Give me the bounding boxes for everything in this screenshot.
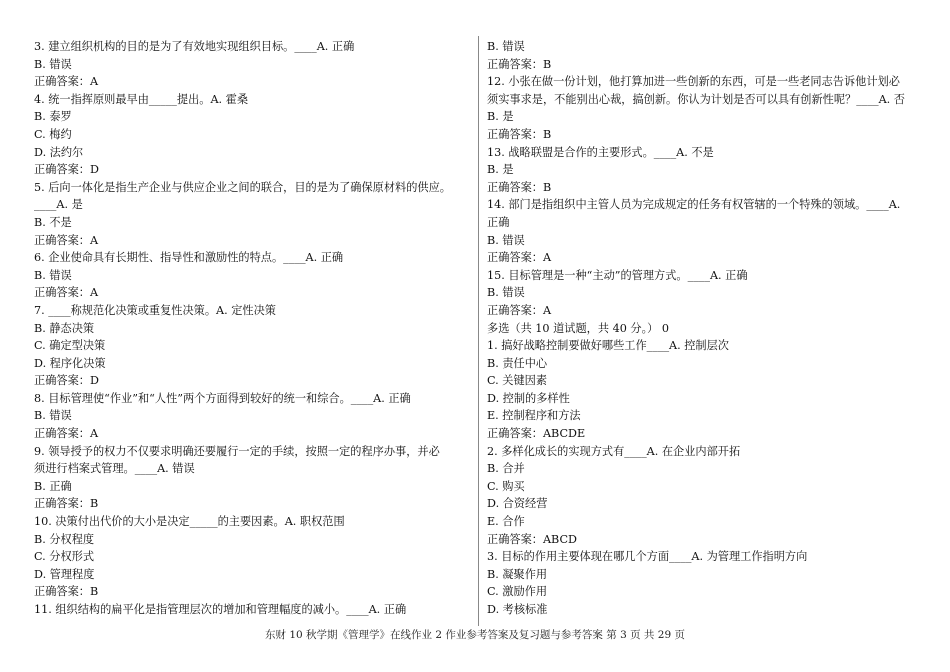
right-column-line: D. 控制的多样性: [487, 391, 570, 405]
left-column-line: 正确答案：D: [34, 163, 99, 177]
right-column-line: C. 购买: [487, 479, 525, 493]
left-column-line: 7. ____称规范化决策或重复性决策。A. 定性决策: [34, 303, 276, 317]
left-column-line: B. 错误: [34, 57, 72, 71]
left-column-line: 11. 组织结构的扁平化是指管理层次的增加和管理幅度的减小。____A. 正确: [34, 603, 407, 616]
right-column: [487, 38, 923, 619]
left-column-line: B. 不是: [34, 215, 72, 229]
right-column-line: 1. 搞好战略控制要做好哪些工作____A. 控制层次: [487, 339, 729, 353]
right-column-line: 2. 多样化成长的实现方式有____A. 在企业内部开拓: [487, 444, 741, 458]
right-column-line: B. 错误: [487, 233, 525, 247]
right-column-line: 正确答案：ABCD: [487, 532, 577, 546]
left-column-line: 正确答案：A: [34, 286, 99, 300]
left-column-line: C. 分权形式: [34, 550, 95, 564]
right-column-line: C. 激励作用: [487, 585, 548, 599]
left-column-line: B. 静态决策: [34, 321, 95, 335]
right-column-line: 正确答案：A: [487, 303, 552, 317]
right-column-line: 3. 目标的作用主要体现在哪几个方面____A. 为管理工作指明方向: [487, 550, 808, 564]
left-column-line: C. 确定型决策: [34, 339, 106, 353]
left-column-line: B. 错误: [34, 409, 72, 423]
right-column-line: B. 是: [487, 110, 514, 124]
right-column-line: 13. 战略联盟是合作的主要形式。____A. 不是: [487, 145, 714, 159]
page-footer: 东财 10 秋学期《管理学》在线作业 2 作业参考答案及复习题与参考答案 第 3 页 共 29 页: [265, 629, 685, 641]
right-column-line: 12. 小张在做一份计划，他打算加进一些创新的东西，可是一些老同志告诉他计划必: [487, 75, 900, 89]
left-column-line: 正确答案：B: [34, 497, 99, 511]
left-column-line: 正确答案：A: [34, 427, 99, 441]
left-column-line: 正确答案：B: [34, 585, 99, 599]
left-column-line: 10. 决策付出代价的大小是决定_____的主要因素。A. 职权范围: [34, 515, 345, 529]
right-column-line: 正确答案：B: [487, 127, 552, 141]
left-column-line: 8. 目标管理使“作业”和“人性”两个方面得到较好的统一和综合。____A. 正确: [34, 391, 411, 405]
left-column-line: 正确答案：D: [34, 374, 99, 388]
column-divider: [478, 36, 479, 626]
right-column-line: 正确答案：B: [487, 57, 552, 71]
left-column-line: B. 泰罗: [34, 110, 72, 124]
left-column-line: C. 梅约: [34, 127, 72, 141]
left-column: [34, 38, 472, 619]
right-column-line: E. 合作: [487, 515, 525, 529]
left-column-line: ____A. 是: [34, 198, 83, 212]
right-column-line: D. 合资经营: [487, 497, 548, 511]
left-column-line: 9. 领导授予的权力不仅要求明确还要履行一定的手续，按照一定的程序办事，并必: [34, 444, 440, 458]
right-column-line: 正确答案：A: [487, 251, 552, 265]
right-column-line: B. 是: [487, 163, 514, 177]
right-column-line: D. 考核标准: [487, 603, 548, 616]
right-column-line: B. 责任中心: [487, 356, 548, 370]
right-column-line: B. 错误: [487, 286, 525, 300]
left-column-line: D. 程序化决策: [34, 356, 106, 370]
right-column-line: 正确答案：B: [487, 180, 552, 194]
right-column-line: 正确: [487, 215, 510, 229]
left-column-line: D. 法约尔: [34, 145, 84, 159]
right-column-line: 多选（共 10 道试题，共 40 分。） 0: [487, 321, 670, 335]
left-column-line: 4. 统一指挥原则最早由_____提出。A. 霍桑: [34, 92, 249, 106]
left-column-line: B. 分权程度: [34, 532, 95, 546]
left-column-line: B. 错误: [34, 268, 72, 282]
right-column-line: 14. 部门是指组织中主管人员为完成规定的任务有权管辖的一个特殊的领域。____A.: [487, 198, 901, 212]
left-column-line: 3. 建立组织机构的目的是为了有效地实现组织目标。____A. 正确: [34, 40, 355, 53]
right-column-line: B. 错误: [487, 40, 525, 53]
right-column-line: C. 关键因素: [487, 374, 548, 388]
right-column-line: 15. 目标管理是一种“主动”的管理方式。____A. 正确: [487, 268, 748, 282]
left-column-line: 5. 后向一体化是指生产企业与供应企业之间的联合，目的是为了确保原材料的供应。: [34, 180, 451, 194]
left-column-line: B. 正确: [34, 479, 72, 493]
left-column-line: 正确答案：A: [34, 75, 99, 89]
right-column-line: B. 凝聚作用: [487, 567, 548, 581]
right-column-line: 正确答案：ABCDE: [487, 427, 586, 441]
right-column-line: E. 控制程序和方法: [487, 409, 581, 423]
right-column-line: 须实事求是，不能别出心裁，搞创新。你认为计划是否可以具有创新性呢？____A. 否: [487, 92, 905, 106]
left-column-line: 正确答案：A: [34, 233, 99, 247]
left-column-line: D. 管理程度: [34, 567, 95, 581]
right-column-line: B. 合并: [487, 462, 525, 476]
left-column-line: 须进行档案式管理。____A. 错误: [34, 462, 195, 476]
left-column-line: 6. 企业使命具有长期性、指导性和激励性的特点。____A. 正确: [34, 251, 344, 265]
